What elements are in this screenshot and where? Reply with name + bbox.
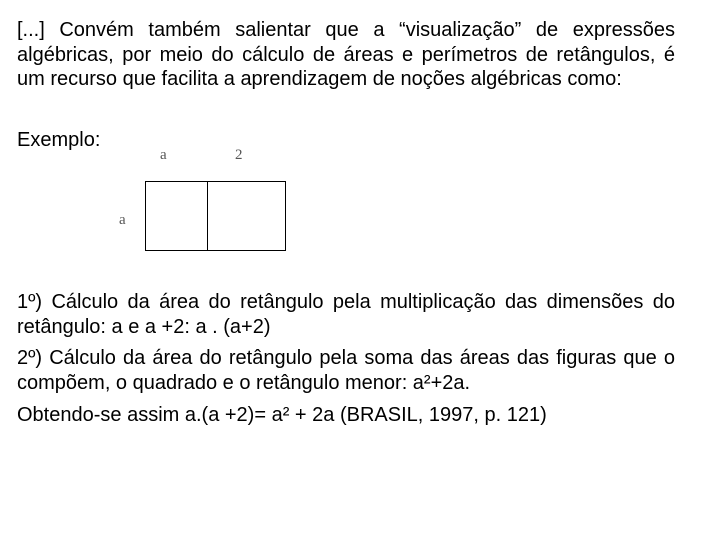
- step-2-paragraph: 2º) Cálculo da área do retângulo pela soma das áreas das figuras que o compõem, o quadrado e o retângulo menor: a²+2a.: [17, 347, 675, 394]
- conclusion-paragraph: Obtendo-se assim a.(a +2)= a² + 2a (BRASIL, 1997, p. 121): [17, 404, 547, 426]
- intro-paragraph: [...] Convém também salientar que a “visualização” de expressões algébricas, por meio do cálculo de áreas e perímetros de retângulos, é um recurso que facilita a aprendizagem de noções algébricas como:: [17, 19, 675, 90]
- figure-label-top-2: 2: [235, 147, 243, 163]
- figure-label-side-a: a: [119, 212, 126, 228]
- small-rectangle-part: [208, 182, 285, 250]
- outer-rectangle: [145, 181, 286, 251]
- example-label: Exemplo:: [17, 129, 101, 151]
- figure-label-top-a: a: [160, 147, 167, 163]
- step-1-paragraph: 1º) Cálculo da área do retângulo pela multiplicação das dimensões do retângulo: a e a +2: a . (a+2): [17, 291, 675, 338]
- square-part: [146, 182, 208, 250]
